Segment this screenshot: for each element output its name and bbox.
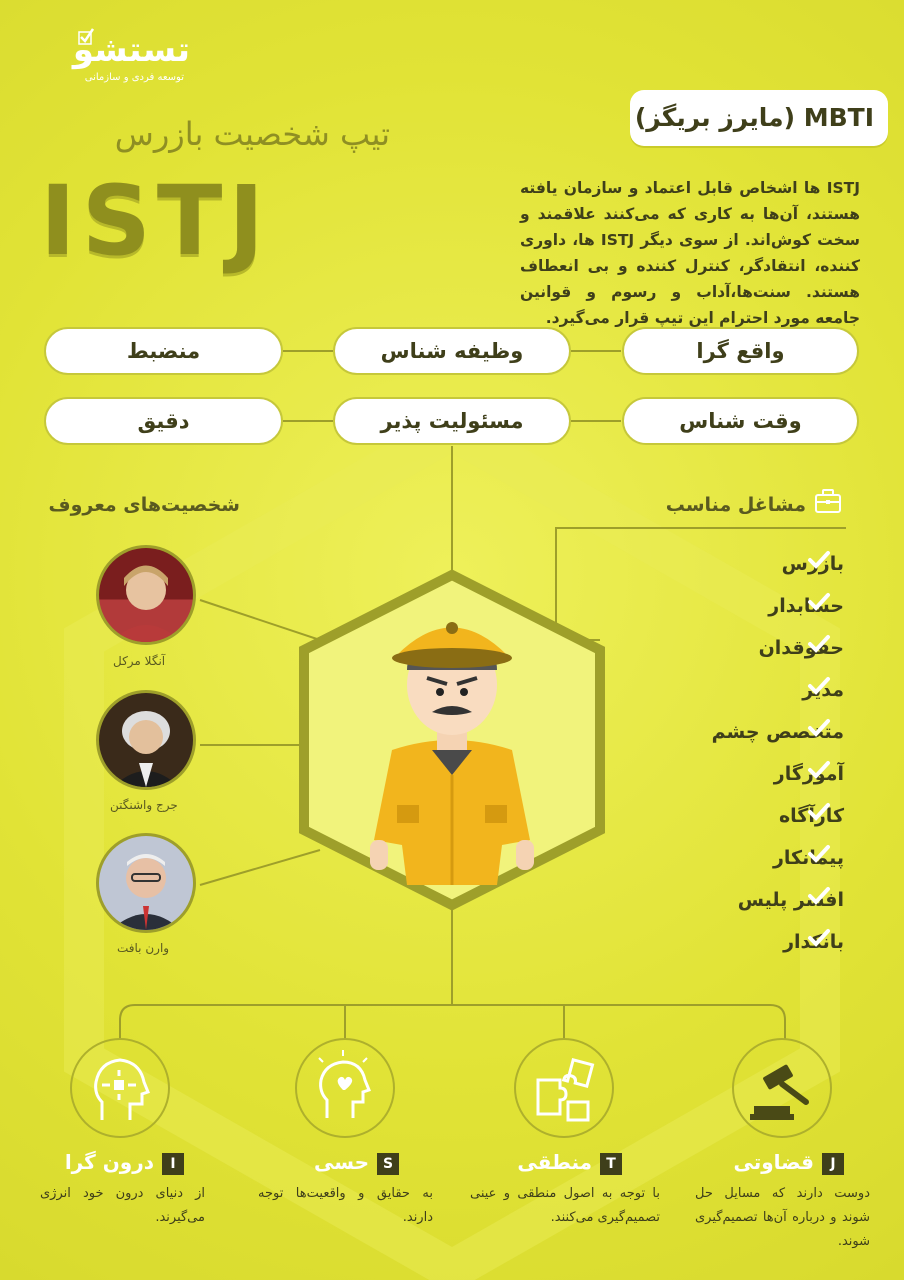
career-item: آموزگار <box>773 763 844 785</box>
dimension-title: Iدرون گرا <box>65 1150 184 1175</box>
dimension-icon-circle <box>295 1038 395 1138</box>
dimension-letter: J <box>822 1153 844 1175</box>
brand-name: تستشو <box>72 30 190 70</box>
avatar <box>96 833 196 933</box>
career-item: بازرس <box>781 553 844 575</box>
trait-pill: منضبط <box>44 327 283 375</box>
career-item: مدیر <box>802 679 844 701</box>
career-item: کارآگاه <box>778 805 844 827</box>
dimension-letter: T <box>600 1153 622 1175</box>
career-item: بانکدار <box>783 931 844 953</box>
dimension-title: Sحسی <box>314 1150 399 1175</box>
avatar <box>96 545 196 645</box>
puzzle-icon <box>516 1040 612 1136</box>
type-description: ISTJ ها اشخاص قابل اعتماد و سازمان یافته هستند، آن‌ها به کاری که می‌کنند علاقمند و سخت کوش‌اند. از سوی دیگر ISTJ ها، داوری کننده، انتقادگر، کنترل کننده و بی انعطاف هستند. سنت‌ها،آداب و رسوم و قوانین جامعه مورد احترام این تیپ قرار می‌گیرد. <box>520 179 861 327</box>
head-heart-icon <box>297 1040 393 1136</box>
careers-heading: مشاغل مناسب <box>665 494 806 516</box>
person-caption: وارن بافت <box>117 941 170 955</box>
gavel-icon <box>734 1040 830 1136</box>
dimension-description: به حقایق و واقعیت‌ها توجه دارند. <box>258 1186 433 1225</box>
dimension-icon-circle <box>732 1038 832 1138</box>
dimension-letter: S <box>377 1153 399 1175</box>
dimension-description: دوست دارند که مسایل حل شوند و درباره آن‌ها تصمیم‌گیری شوند. <box>695 1186 870 1249</box>
dimension-description: از دنیای درون خود انرژی می‌گیرند. <box>40 1186 205 1225</box>
career-item: حقوقدان <box>758 637 844 659</box>
brand-logo[interactable] <box>40 30 190 90</box>
dimension-title: Tمنطقی <box>517 1150 622 1175</box>
mbti-badge <box>630 90 888 146</box>
dimension-description: با توجه به اصول منطقی و عینی تصمیم‌گیری می‌کنند. <box>470 1186 660 1225</box>
dimension-title: Jقضاوتی <box>734 1150 845 1175</box>
person-portrait-icon <box>99 836 193 930</box>
inspector-character-icon <box>352 600 552 890</box>
career-item: افسر پلیس <box>737 889 844 911</box>
career-item: حسابدار <box>768 595 844 617</box>
avatar <box>96 690 196 790</box>
person-portrait-icon <box>99 693 193 787</box>
brand-tagline: توسعه فردی و سازمانی <box>84 72 184 83</box>
type-title: تیپ شخصیت بازرس <box>114 115 390 153</box>
dimension-icon-circle <box>70 1038 170 1138</box>
famous-heading: شخصیت‌های معروف <box>48 494 240 516</box>
trait-pill: وقت شناس <box>622 397 859 445</box>
person-caption: جرج واشنگتن <box>110 798 178 812</box>
trait-pill: واقع گرا <box>622 327 859 375</box>
dimension-letter: I <box>162 1153 184 1175</box>
head-arrows-icon <box>72 1040 168 1136</box>
type-code: ISTJ <box>40 165 271 277</box>
trait-pill: مسئولیت پذیر <box>333 397 571 445</box>
career-check-icons <box>806 548 832 958</box>
person-portrait-icon <box>99 548 193 642</box>
trait-pill: وظیفه شناس <box>333 327 571 375</box>
dimension-icon-circle <box>514 1038 614 1138</box>
person-caption: آنگلا مرکل <box>113 654 166 668</box>
trait-pill: دقیق <box>44 397 283 445</box>
mbti-label: MBTI (مایرز بریگز) <box>634 103 874 132</box>
career-item: متخصص چشم <box>711 721 844 743</box>
briefcase-icon <box>814 488 842 514</box>
career-item: پیمانکار <box>772 847 844 869</box>
